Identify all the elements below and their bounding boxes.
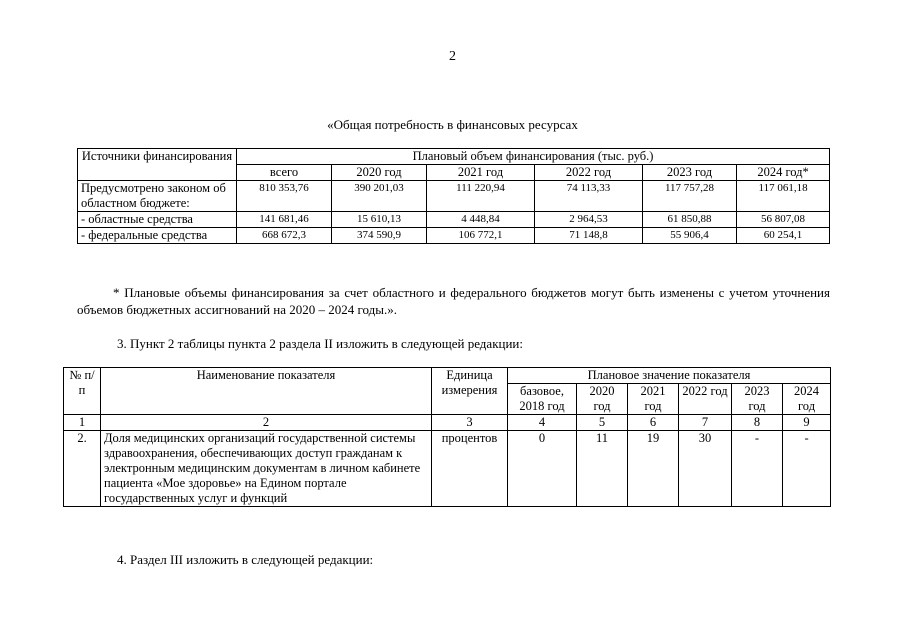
cell-value: 15 610,13 [332,212,427,228]
cell-value: 4 448,84 [427,212,535,228]
column-number: 6 [628,415,679,431]
table-row [78,228,830,244]
table-row [64,431,831,507]
financing-table [77,148,830,244]
year-header: 2022 год [679,384,732,415]
column-number: 9 [783,415,831,431]
header-number: № п/п [64,368,101,415]
header-source: Источники финансирования [78,149,237,181]
year-header: 2021 год [628,384,679,415]
cell-value: 2 964,53 [535,212,643,228]
column-number: 3 [432,415,508,431]
cell-value: 56 807,08 [737,212,830,228]
table-row [78,181,830,212]
header-plan-value: Плановое значение показателя [508,368,831,384]
paragraph-item-4: 4. Раздел III изложить в следующей редакции: [117,552,374,567]
cell-value: 390 201,03 [332,181,427,212]
cell-value: 60 254,1 [737,228,830,244]
year-header: 2023 год [732,384,783,415]
column-number: 2 [101,415,432,431]
column-number: 7 [679,415,732,431]
cell-value: 19 [628,431,679,507]
indicator-unit: процентов [432,431,508,507]
row-label: Предусмотрено законом об областном бюджете: [78,181,237,212]
column-number: 5 [577,415,628,431]
cell-value: 374 590,9 [332,228,427,244]
row-label: - областные средства [78,212,237,228]
row-number: 2. [64,431,101,507]
header-plan: Плановый объем финансирования (тыс. руб.) [237,149,830,165]
cell-value: - [783,431,831,507]
column-number: 8 [732,415,783,431]
cell-value: - [732,431,783,507]
col-header: 2024 год* [737,165,830,181]
table-header-row [64,368,831,384]
cell-value: 117 757,28 [643,181,737,212]
cell-value: 106 772,1 [427,228,535,244]
cell-value: 61 850,88 [643,212,737,228]
section-heading: «Общая потребность в финансовых ресурсах [327,117,578,132]
table-row [78,212,830,228]
year-header: базовое, 2018 год [508,384,577,415]
column-number-row [64,415,831,431]
cell-value: 111 220,94 [427,181,535,212]
indicator-name: Доля медицинских организаций государственной системы здравоохранения, обеспечивающих доступ гражданам к электронным медицинским документам в личном кабинете пациента «Мое здоровье» на Едином портале государственных услуг и функций [101,431,432,507]
header-indicator-name: Наименование показателя [101,368,432,415]
cell-value: 810 353,76 [237,181,332,212]
col-header: 2023 год [643,165,737,181]
year-header: 2020 год [577,384,628,415]
col-header: 2020 год [332,165,427,181]
cell-value: 74 113,33 [535,181,643,212]
cell-value: 117 061,18 [737,181,830,212]
col-header: 2022 год [535,165,643,181]
year-header: 2024 год [783,384,831,415]
row-label: - федеральные средства [78,228,237,244]
cell-value: 11 [577,431,628,507]
cell-value: 0 [508,431,577,507]
paragraph-item-3: 3. Пункт 2 таблицы пункта 2 раздела II изложить в следующей редакции: [117,336,523,351]
header-unit: Единица измерения [432,368,508,415]
cell-value: 141 681,46 [237,212,332,228]
cell-value: 55 906,4 [643,228,737,244]
footnote: * Плановые объемы финансирования за счет областного и федерального бюджетов могут быть изменены с учетом уточнения объемов бюджетных ассигнований на 2020 – 2024 годы.». [77,285,830,317]
column-number: 1 [64,415,101,431]
table-header-row [78,149,830,165]
cell-value: 668 672,3 [237,228,332,244]
indicator-table [63,367,831,507]
cell-value: 30 [679,431,732,507]
column-number: 4 [508,415,577,431]
page-number: 2 [449,49,456,64]
col-header: всего [237,165,332,181]
col-header: 2021 год [427,165,535,181]
cell-value: 71 148,8 [535,228,643,244]
